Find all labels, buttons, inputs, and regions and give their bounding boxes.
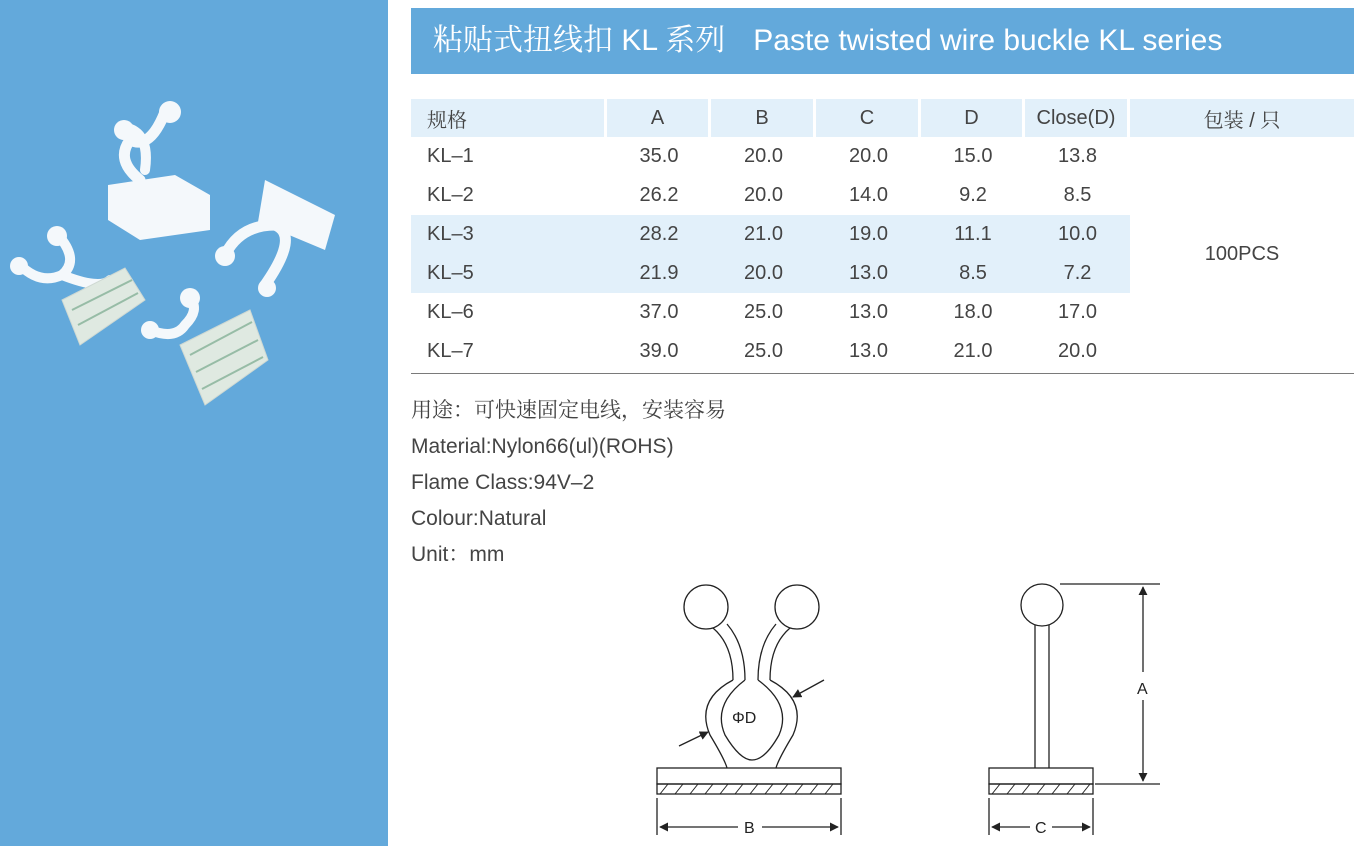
cell-packaging: 100PCS — [1130, 137, 1354, 371]
cell-c: 14.0 — [849, 184, 888, 206]
cell-d: 8.5 — [921, 254, 1025, 293]
note-flame-class: Flame Class:94V–2 — [411, 471, 595, 494]
cell-close-d: 10.0 — [1025, 215, 1130, 254]
cell-model: KL–5 — [411, 254, 607, 293]
cell-model: KL–1 — [427, 145, 474, 167]
product-photo — [0, 90, 388, 420]
cell-model: KL–6 — [427, 301, 474, 323]
cell-a: 28.2 — [607, 215, 711, 254]
header-close-d: Close(D) — [1025, 99, 1130, 137]
note-material: Material:Nylon66(ul)(ROHS) — [411, 435, 674, 458]
note-colour: Colour:Natural — [411, 507, 547, 530]
cell-d: 15.0 — [953, 145, 993, 167]
table-header-row — [411, 99, 1354, 137]
label-c: C — [1035, 820, 1047, 837]
cell-a: 37.0 — [639, 301, 679, 323]
cell-close-d: 13.8 — [1058, 145, 1097, 167]
cell-c: 13.0 — [849, 301, 888, 323]
product-photo-panel — [0, 0, 388, 846]
cell-b: 20.0 — [711, 254, 816, 293]
cell-b: 20.0 — [744, 145, 783, 167]
header-c: C — [816, 99, 921, 137]
cell-a: 39.0 — [639, 340, 679, 362]
cell-b: 20.0 — [744, 184, 783, 206]
header-d: D — [921, 99, 1025, 137]
cell-d: 11.1 — [921, 215, 1025, 254]
cell-close-d: 7.2 — [1025, 254, 1130, 293]
cell-model: KL–2 — [427, 184, 474, 206]
cell-c: 19.0 — [816, 215, 921, 254]
label-b: B — [744, 820, 755, 837]
spec-notes — [411, 393, 726, 573]
label-diameter: ΦD — [732, 710, 757, 727]
note-usage: 用途：可快速固定电线，安装容易 — [411, 399, 726, 422]
spec-table — [411, 99, 1354, 371]
cell-model: KL–7 — [427, 340, 474, 362]
header-spec: 规格 — [411, 99, 607, 137]
cell-a: 26.2 — [639, 184, 679, 206]
cell-close-d: 8.5 — [1063, 184, 1092, 206]
cell-a: 21.9 — [607, 254, 711, 293]
cell-d: 21.0 — [953, 340, 993, 362]
title-en: Paste twisted wire buckle KL series — [753, 24, 1223, 57]
cell-c: 13.0 — [816, 254, 921, 293]
table-divider — [411, 373, 1354, 374]
side-view — [989, 584, 1160, 835]
header-a: A — [607, 99, 711, 137]
table-row — [411, 137, 1354, 176]
dimension-drawing — [640, 575, 1200, 840]
cell-c: 13.0 — [849, 340, 888, 362]
header-b: B — [711, 99, 816, 137]
cell-b: 21.0 — [711, 215, 816, 254]
cell-d: 18.0 — [953, 301, 993, 323]
cell-model: KL–3 — [411, 215, 607, 254]
cell-a: 35.0 — [639, 145, 679, 167]
note-unit: Unit：mm — [411, 543, 505, 566]
label-a: A — [1137, 681, 1148, 698]
cell-d: 9.2 — [959, 184, 987, 206]
cell-b: 25.0 — [744, 340, 783, 362]
cell-b: 25.0 — [744, 301, 783, 323]
header-packaging: 包装 / 只 — [1130, 99, 1354, 137]
title-cn: 粘贴式扭线扣 KL 系列 — [433, 24, 726, 57]
cell-close-d: 20.0 — [1058, 340, 1097, 362]
hatch — [660, 784, 1090, 794]
title-bar — [411, 8, 1354, 74]
cell-close-d: 17.0 — [1058, 301, 1097, 323]
cell-c: 20.0 — [849, 145, 888, 167]
